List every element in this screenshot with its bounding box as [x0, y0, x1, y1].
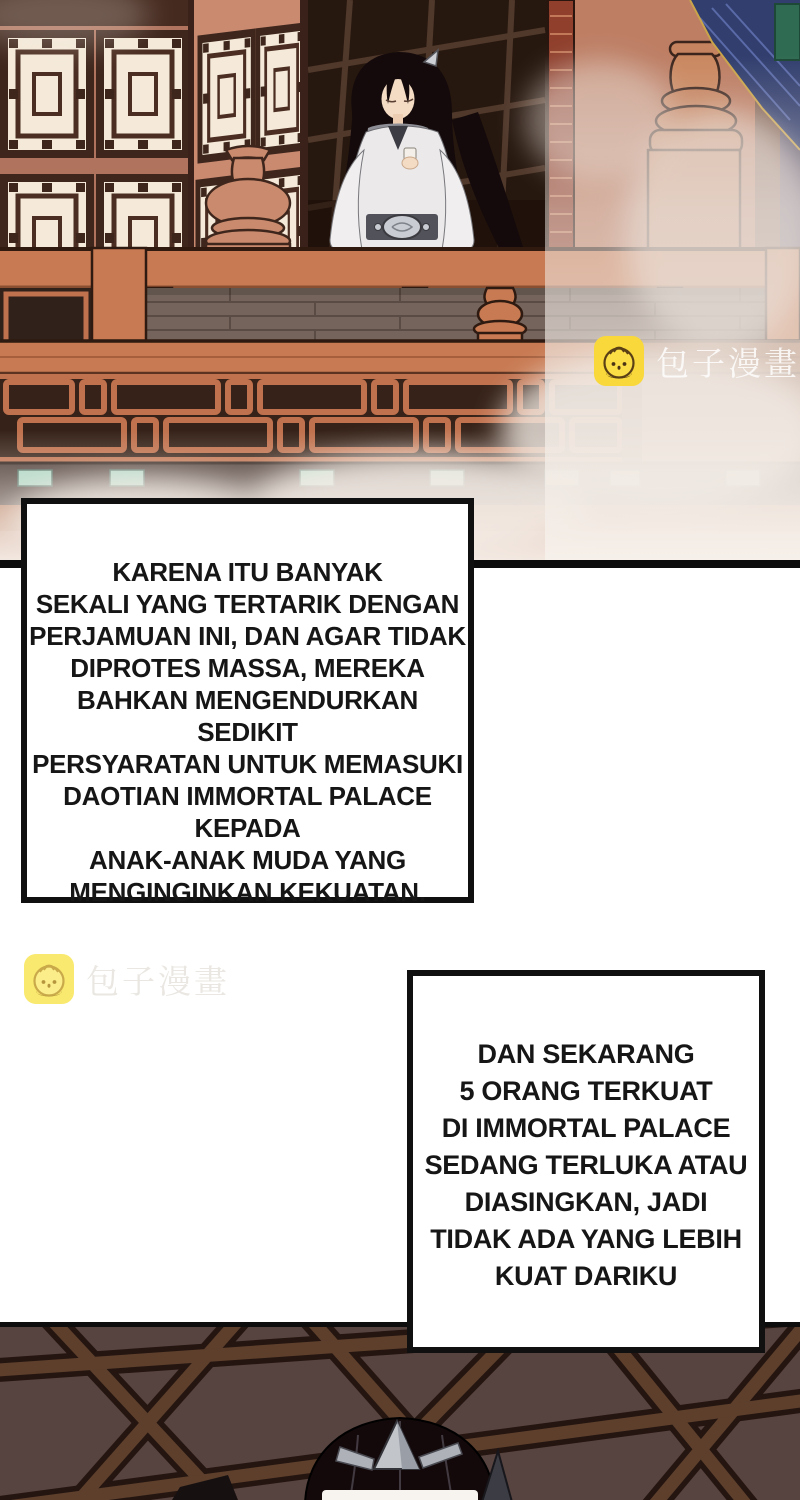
dialogue-line: DIPROTES MASSA, MEREKA: [70, 653, 425, 683]
dialogue-line: SEKALI YANG TERTARIK DENGAN: [35, 589, 460, 619]
dialogue-line: PERJAMUAN INI, DAN AGAR TIDAK: [29, 621, 466, 651]
baozi-bun-icon: [594, 336, 644, 386]
watermark-overlay: [594, 336, 800, 386]
dialogue-line: ANAK-ANAK MUDA YANG: [89, 845, 406, 875]
character-face: [382, 79, 415, 119]
balcony-scene-art: [0, 0, 800, 568]
dialogue-line: MENGINGINKAN KEKUATAN.: [69, 877, 426, 907]
dialogue-line: 5 ORANG TERKUAT: [459, 1076, 713, 1106]
dialogue-line: BAHKAN MENGENDURKAN SEDIKIT: [77, 685, 418, 747]
headband: [322, 1490, 478, 1500]
dialogue-line: KUAT DARIKU: [494, 1261, 678, 1291]
panel-balcony-scene: [0, 0, 800, 568]
dialogue-line: DI IMMORTAL PALACE: [441, 1113, 731, 1143]
dialogue-line: KARENA ITU BANYAK: [112, 557, 383, 587]
dialogue-line: DAN SEKARANG: [477, 1039, 695, 1069]
speech-bubble-2: [407, 970, 765, 1353]
speech-bubble-1: [21, 498, 474, 907]
watermark-brand-text: 包子漫畫: [656, 344, 800, 382]
dialogue-line: TIDAK ADA YANG LEBIH: [430, 1224, 742, 1254]
watermark-brand-text: 包子漫畫: [86, 962, 230, 1000]
dialogue-line: SEDANG TERLUKA ATAU: [424, 1150, 748, 1180]
dialogue-line: PERSYARATAN UNTUK MEMASUKI: [32, 749, 463, 779]
watermark-light: [24, 954, 230, 1004]
dialogue-line: DAOTIAN IMMORTAL PALACE KEPADA: [63, 781, 432, 843]
dialogue-line: DIASINGKAN, JADI: [464, 1187, 708, 1217]
baozi-bun-icon: [24, 954, 74, 1004]
